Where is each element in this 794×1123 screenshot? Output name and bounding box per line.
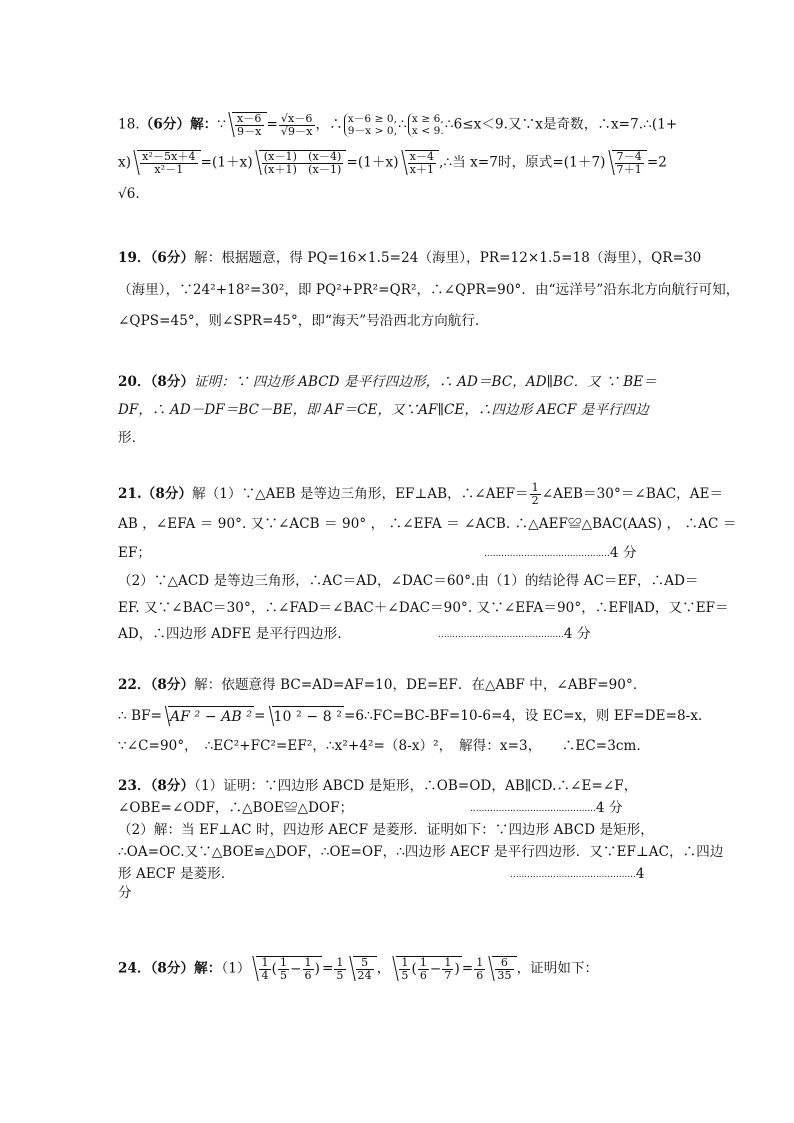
q18-since: ∵ bbox=[217, 116, 226, 133]
q21-line-6 bbox=[118, 624, 678, 644]
q18-sys1-b: 9－x > 0, bbox=[347, 125, 398, 137]
q24-k2: 7 bbox=[444, 969, 452, 982]
q18-system-2 bbox=[408, 113, 444, 137]
q21-l1a: 解（1）∵△AEB 是等边三角形，EF⊥AB，∴∠AEF＝ bbox=[192, 486, 529, 502]
q21-line-3 bbox=[118, 543, 678, 563]
q21-dots bbox=[484, 543, 637, 564]
q18-eq: = bbox=[266, 116, 278, 133]
q22-eq: = bbox=[254, 708, 266, 724]
q21-dots-text: ............................................ bbox=[484, 548, 610, 559]
q22-heading: 22．（8分） bbox=[118, 677, 195, 693]
q22-l2a: ∴ BF= bbox=[118, 708, 162, 724]
q18-solve-label: 解： bbox=[190, 116, 218, 133]
q18-l3: √6. bbox=[118, 186, 140, 202]
q20-line-1 bbox=[118, 372, 678, 392]
q24-eq-1: = bbox=[321, 960, 334, 977]
q24-c2: 6 bbox=[304, 969, 312, 982]
q23-heading: 23．（8分） bbox=[118, 778, 195, 794]
q19-line-1 bbox=[118, 248, 702, 268]
q18-l2-x: x) bbox=[118, 154, 132, 171]
q18-tail-3: =2 bbox=[646, 154, 667, 171]
q24-e2: 24 bbox=[357, 969, 372, 982]
q23-line-6 bbox=[118, 883, 678, 903]
q24-root-g: $\frac{1}{5}$ ( $\frac{1}{6}$ − $\frac{1}{7}$ ) bbox=[396, 956, 462, 982]
q21-score-2: 4 分 bbox=[563, 626, 591, 642]
q18-line-2 bbox=[118, 150, 678, 176]
q18-sqrt-4 bbox=[259, 150, 347, 176]
q18-f4-den: (x＋1) (x－1) bbox=[263, 163, 342, 176]
q18-sqrt-5 bbox=[405, 150, 440, 176]
q18-sqrt-6 bbox=[612, 150, 647, 176]
q21-half-frac bbox=[530, 482, 541, 507]
q18-f1-num: x－6 bbox=[236, 112, 262, 125]
q24-a2: 4 bbox=[261, 969, 269, 982]
q18-f6-num: 7－4 bbox=[616, 150, 642, 163]
q23-l1: （1）证明：∵四边形 ABCD 是矩形，∴OB=OD，AB∥CD.∴∠E=∠F， bbox=[194, 778, 638, 794]
q23-line-1 bbox=[118, 776, 678, 796]
q21-dots-2 bbox=[438, 624, 591, 645]
q19-l2: （海里），∵24²+18²=30²，即 PQ²+PR²=QR²，∴∠QPR=90°．由“远洋号”沿东北方向航行可知， bbox=[118, 282, 740, 298]
q18-f5-den: x＋1 bbox=[409, 163, 435, 176]
q23-line-4 bbox=[118, 842, 724, 862]
q23-score-2: 4 bbox=[635, 866, 645, 882]
q21-l3: EF； bbox=[118, 545, 152, 561]
q23-l2: ∠OBE=∠ODF，∴△BOE≌△DOF； bbox=[118, 800, 354, 816]
q18-f3-den: x²－1 bbox=[154, 163, 184, 176]
q18-sys2-b: x < 9. bbox=[411, 125, 444, 137]
q18-eq3: =(1＋x) bbox=[346, 154, 399, 171]
q24-a1: 1 bbox=[261, 956, 269, 969]
q22-line-3 bbox=[118, 736, 678, 756]
q18-tail-2: ,∴当 x=7时，原式=(1＋7) bbox=[439, 154, 606, 171]
q18-sys2-a: x ≥ 6, bbox=[411, 113, 444, 125]
q19-line-3 bbox=[118, 311, 678, 331]
q21-l6: AD，∴四边形 ADFE 是平行四边形． bbox=[118, 626, 351, 642]
q22-l3: ∵∠C=90°， ∴EC²+FC²=EF²，∴x²+4²=（8-x）²， 解得：x=3， ∴EC=3cm． bbox=[118, 738, 651, 754]
q24-m2: 6 bbox=[476, 968, 484, 982]
q18-tail-1: ∴6≤x＜9.又∵x是奇数，∴x=7.∴(1+ bbox=[444, 116, 678, 133]
q21-half-num: 1 bbox=[531, 481, 539, 494]
q24-n2: 35 bbox=[497, 969, 512, 982]
q21-line-1 bbox=[118, 481, 724, 507]
q18-line-1 bbox=[118, 112, 678, 138]
q21-l2: AB ，∠EFA ＝ 90°. 又∵∠ACB ＝ 90° ， ∴∠EFA ＝ ∠ACB. ∴△AEF≌△BAC(AAS) ， ∴AC ＝ bbox=[118, 516, 737, 532]
q18-f6-den: 7＋1 bbox=[616, 163, 642, 176]
q24-e1: 5 bbox=[356, 957, 374, 970]
q18-score: （6分） bbox=[139, 116, 191, 133]
q21-l4: （2）∵△ACD 是等边三角形，∴AC＝AD，∠DAC＝60°.由（1）的结论得 AC＝EF，∴AD＝ bbox=[118, 573, 699, 589]
q23-line-5 bbox=[118, 864, 678, 884]
q18-therefore-2: ∴ bbox=[398, 116, 407, 133]
q19-l1: 解：根据题意，得 PQ=16×1.5=24（海里），PR=12×1.5=18（海里），QR=30 bbox=[194, 250, 702, 266]
q24-eq-2: = bbox=[461, 960, 474, 977]
q22-root-1: AF ² − AB ² bbox=[168, 706, 254, 727]
q24-part1: （1） bbox=[221, 960, 251, 977]
q20-l3: 形． bbox=[118, 430, 146, 446]
q23-l3: （2）解：当 EF⊥AC 时，四边形 AECF 是菱形．证明如下：∵四边形 ABCD 是矩形， bbox=[118, 822, 654, 838]
q21-line-4 bbox=[118, 571, 699, 591]
q23-line-3 bbox=[118, 820, 678, 840]
q23-dots2-text: ............................................ bbox=[510, 869, 636, 880]
q21-dots2-text: ............................................ bbox=[438, 629, 564, 640]
q23-l6: 分 bbox=[118, 885, 132, 901]
q24-b1: 1 bbox=[279, 956, 288, 969]
q24-d1: 1 bbox=[336, 955, 344, 969]
q22-line-1 bbox=[118, 675, 678, 695]
q22-root-2: 10 ² − 8 ² bbox=[272, 706, 344, 727]
q23-l4: ∴OA=OC.又∵△BOE≌△DOF，∴OE=OF，∴四边形 AECF 是平行四边形．又∵EF⊥AC，∴四边 bbox=[118, 844, 724, 860]
q19-heading: 19．（6分） bbox=[118, 250, 195, 266]
q23-l5: 形 AECF 是菱形． bbox=[118, 866, 235, 882]
q18-f3-num: x²－5x＋4 bbox=[142, 150, 196, 163]
q18-therefore: ，∴ bbox=[315, 116, 343, 133]
q21-line-5 bbox=[118, 598, 729, 618]
q18-eq2: =(1＋x) bbox=[200, 154, 253, 171]
q24-line-1 bbox=[118, 956, 678, 982]
q24-k1: 1 bbox=[444, 956, 452, 969]
q21-score-1: 4 分 bbox=[609, 545, 637, 561]
q21-line-2 bbox=[118, 514, 737, 534]
q18-f2-num: √x－6 bbox=[280, 111, 313, 125]
q18-f5-num: x－4 bbox=[409, 150, 435, 163]
q20-l2: DF，∴ AD－DF＝BC－BE，即 AF＝CE，又∵AF∥CE，∴四边形 AECF 是平行四边 bbox=[118, 402, 649, 418]
q24-tail: ，证明如下： bbox=[516, 960, 599, 977]
q20-line-3 bbox=[118, 428, 678, 448]
q24-g1: 1 bbox=[401, 956, 409, 969]
q24-heading: 24．（8分）解： bbox=[118, 960, 222, 977]
q20-line-2 bbox=[118, 400, 678, 420]
q24-g2: 5 bbox=[401, 969, 409, 982]
q21-l1b: ∠AEB＝30°＝∠BAC，AE＝ bbox=[541, 486, 724, 502]
q24-root-n bbox=[492, 956, 516, 982]
q18-sqrt-1 bbox=[232, 112, 267, 138]
q21-l5: EF. 又∵∠BAC＝30°，∴∠FAD＝∠BAC＋∠DAC＝90°. 又∵∠EFA＝90°，∴EF∥AD，又∵EF＝ bbox=[118, 600, 729, 616]
q22-line-2 bbox=[118, 706, 712, 727]
q24-n1: 6 bbox=[495, 957, 513, 970]
q18-system-1 bbox=[344, 113, 397, 137]
q24-m1: 1 bbox=[476, 955, 484, 969]
q24-b2: 5 bbox=[279, 969, 288, 982]
q23-line-2 bbox=[118, 798, 678, 818]
q18-number: 18. bbox=[118, 116, 140, 133]
q18-frac-2 bbox=[279, 113, 315, 138]
q22-l2b: =6∴FC=BC-BF=10-6=4，设 EC=x，则 EF=DE=8-x． bbox=[343, 708, 712, 724]
q21-half-den: 2 bbox=[531, 494, 539, 507]
q22-l1: 解：依题意得 BC=AD=AF=10，DE=EF．在△ABF 中，∠ABF=90°． bbox=[194, 677, 647, 693]
q23-score-1: 4 分 bbox=[595, 800, 623, 816]
q19-line-2 bbox=[118, 280, 740, 300]
q20-heading: 20．（8分） bbox=[118, 374, 195, 390]
q18-sqrt-3 bbox=[137, 150, 201, 176]
q24-h1: 1 bbox=[419, 956, 427, 969]
q24-root-e bbox=[353, 956, 377, 982]
q21-heading: 21.（8分） bbox=[118, 486, 193, 502]
q18-line-3 bbox=[118, 184, 678, 204]
q19-l3: ∠QPS=45°，则∠SPR=45°，即“海天”号沿西北方向航行． bbox=[118, 313, 489, 329]
q23-dots-text: ............................................ bbox=[470, 803, 596, 814]
q18-f1-den: 9－x bbox=[236, 125, 262, 138]
q24-root-a: $\frac{1}{4}$ ( $\frac{1}{5}$ − $\frac{1}{6}$ ) bbox=[256, 956, 322, 982]
q24-d2: 5 bbox=[336, 968, 344, 982]
q18-f4-num: (x－1) (x－4) bbox=[263, 150, 342, 163]
q23-dots bbox=[470, 798, 623, 819]
q24-h2: 6 bbox=[419, 969, 427, 982]
q24-c1: 1 bbox=[304, 956, 312, 969]
q20-l1: 证明：∵ 四边形 ABCD 是平行四边形，∴ AD＝BC，AD∥BC．又 ∵ BE＝ bbox=[194, 374, 657, 390]
q23-dots-2 bbox=[510, 864, 645, 885]
q18-f2-den: √9－x bbox=[280, 124, 313, 138]
q18-sys1-a: x－6 ≥ 0, bbox=[347, 113, 398, 125]
q24-comma: ， bbox=[376, 960, 391, 977]
